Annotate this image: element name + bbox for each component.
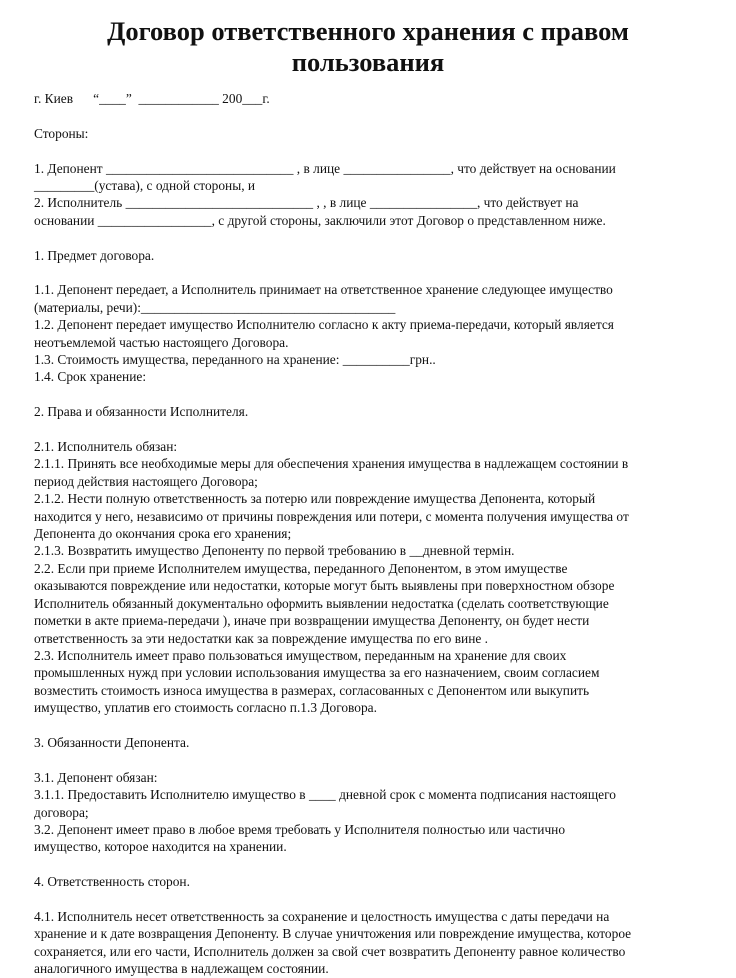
parties-line: _________(устава), с одной стороны, и [34, 178, 256, 193]
clause-line: 4.1. Исполнитель несет ответственность за сохранение и целостность имущества с даты передачи на [34, 908, 610, 924]
title-line: пользования [291, 47, 445, 77]
clause-line: возместить стоимость износа имущества в размерах, согласованных с Депонентом или выкупить [34, 682, 590, 698]
section-heading: 3. Обязанности Депонента. [34, 734, 190, 750]
section-heading: 2. Права и обязанности Исполнителя. [34, 404, 249, 420]
clause-line: Депонента до окончания срока его хранения; [34, 526, 292, 542]
clause-line: 2.2. Если при приеме Исполнителем имущества, переданного Депонентом, в этом имуществе [34, 560, 568, 576]
clause-line: сохраняется, или его части, Исполнитель должен за свой счет возвратить Депоненту равное количество [34, 943, 626, 959]
clause-line: 2.1. Исполнитель обязан: [34, 439, 178, 455]
clause-line: 3.1.1. Предоставить Исполнителю имущество в ____ дневной срок с момента подписания настоящего [34, 787, 616, 803]
clause-line: Исполнитель обязанный документально оформить выявлении недостатка (сделать соответствующие [34, 595, 609, 611]
clause-line: аналогичного имущества в надлежащем состоянии. [34, 961, 329, 977]
clause-line: 1.4. Срок хранение: [34, 369, 147, 385]
clause-line: 1.2. Депонент передает имущество Исполнителю согласно к акту приема-передачи, который является [34, 317, 614, 333]
clause-line: пометки в акте приема-передачи ), иначе при возвращении имущества Депоненту, он будет нести [34, 613, 590, 629]
clause-line: оказываются повреждение или недостатки, которые могут быть выявлены при поверхностном обзоре [34, 578, 615, 594]
clause-line: 3.1. Депонент обязан: [34, 769, 158, 785]
title-line: Договор ответственного хранения с правом [107, 16, 629, 46]
clause-line: период действия настоящего Договора; [34, 473, 258, 489]
section-heading: 1. Предмет договора. [34, 247, 155, 263]
parties-line: основании _________________, с другой стороны, заключили этот Договор о представленном ниже. [34, 212, 606, 228]
clause-line: находится у него, независимо от причины повреждения или потери, с момента получения имущества от [34, 508, 629, 524]
clause-line: 1.1. Депонент передает, а Исполнитель принимает на ответственное хранение следующее имущество [34, 282, 613, 298]
clause-line: имущество, уплатив его стоимость согласно п.1.3 Договора. [34, 700, 377, 716]
clause-line: 2.1.2. Нести полную ответственность за потерю или повреждение имущества Депонента, который [34, 491, 596, 507]
section-heading: 4. Ответственность сторон. [34, 874, 190, 890]
clause-line: имущество, которое находится на хранении. [34, 839, 287, 855]
clause-line: ответственность за эти недостатки как за повреждение имущества по его вине . [34, 630, 488, 646]
document-body [34, 90, 702, 978]
clause-line: (материалы, речи):______________________________________ [34, 299, 396, 315]
clause-line: договора; [34, 804, 89, 820]
clause-line: неотъемлемой частью настоящего Договора. [34, 334, 289, 350]
parties-heading: Стороны: [34, 125, 89, 141]
clause-line: 2.1.1. Принять все необходимые меры для обеспечения хранения имущества в надлежащем состоянии в [34, 456, 629, 472]
document-title [34, 0, 702, 78]
clause-line: 1.3. Стоимость имущества, переданного на хранение: __________грн.. [34, 352, 436, 368]
clause-line: хранение и к дате возвращения Депоненту. В случае уничтожения или повреждение имущества, которое [34, 926, 632, 942]
clause-line: 2.1.3. Возвратить имущество Депоненту по первой требованию в __дневной термін. [34, 543, 515, 559]
parties-line: 1. Депонент ____________________________ , в лице ________________, что действует на основании [34, 160, 616, 176]
parties-line: 2. Исполнитель ____________________________ , , в лице ________________, что действует на [34, 195, 579, 211]
clause-line: промышленных нужд при условии использования имущества за его назначением, своим согласием [34, 665, 600, 681]
clause-line: 3.2. Депонент имеет право в любое время требовать у Исполнителя полностью или частично [34, 821, 566, 837]
place-date-line: г. Киев “____” ____________ 200___г. [34, 91, 270, 106]
clause-line: 2.3. Исполнитель имеет право пользоваться имуществом, переданным на хранение для своих [34, 647, 567, 663]
